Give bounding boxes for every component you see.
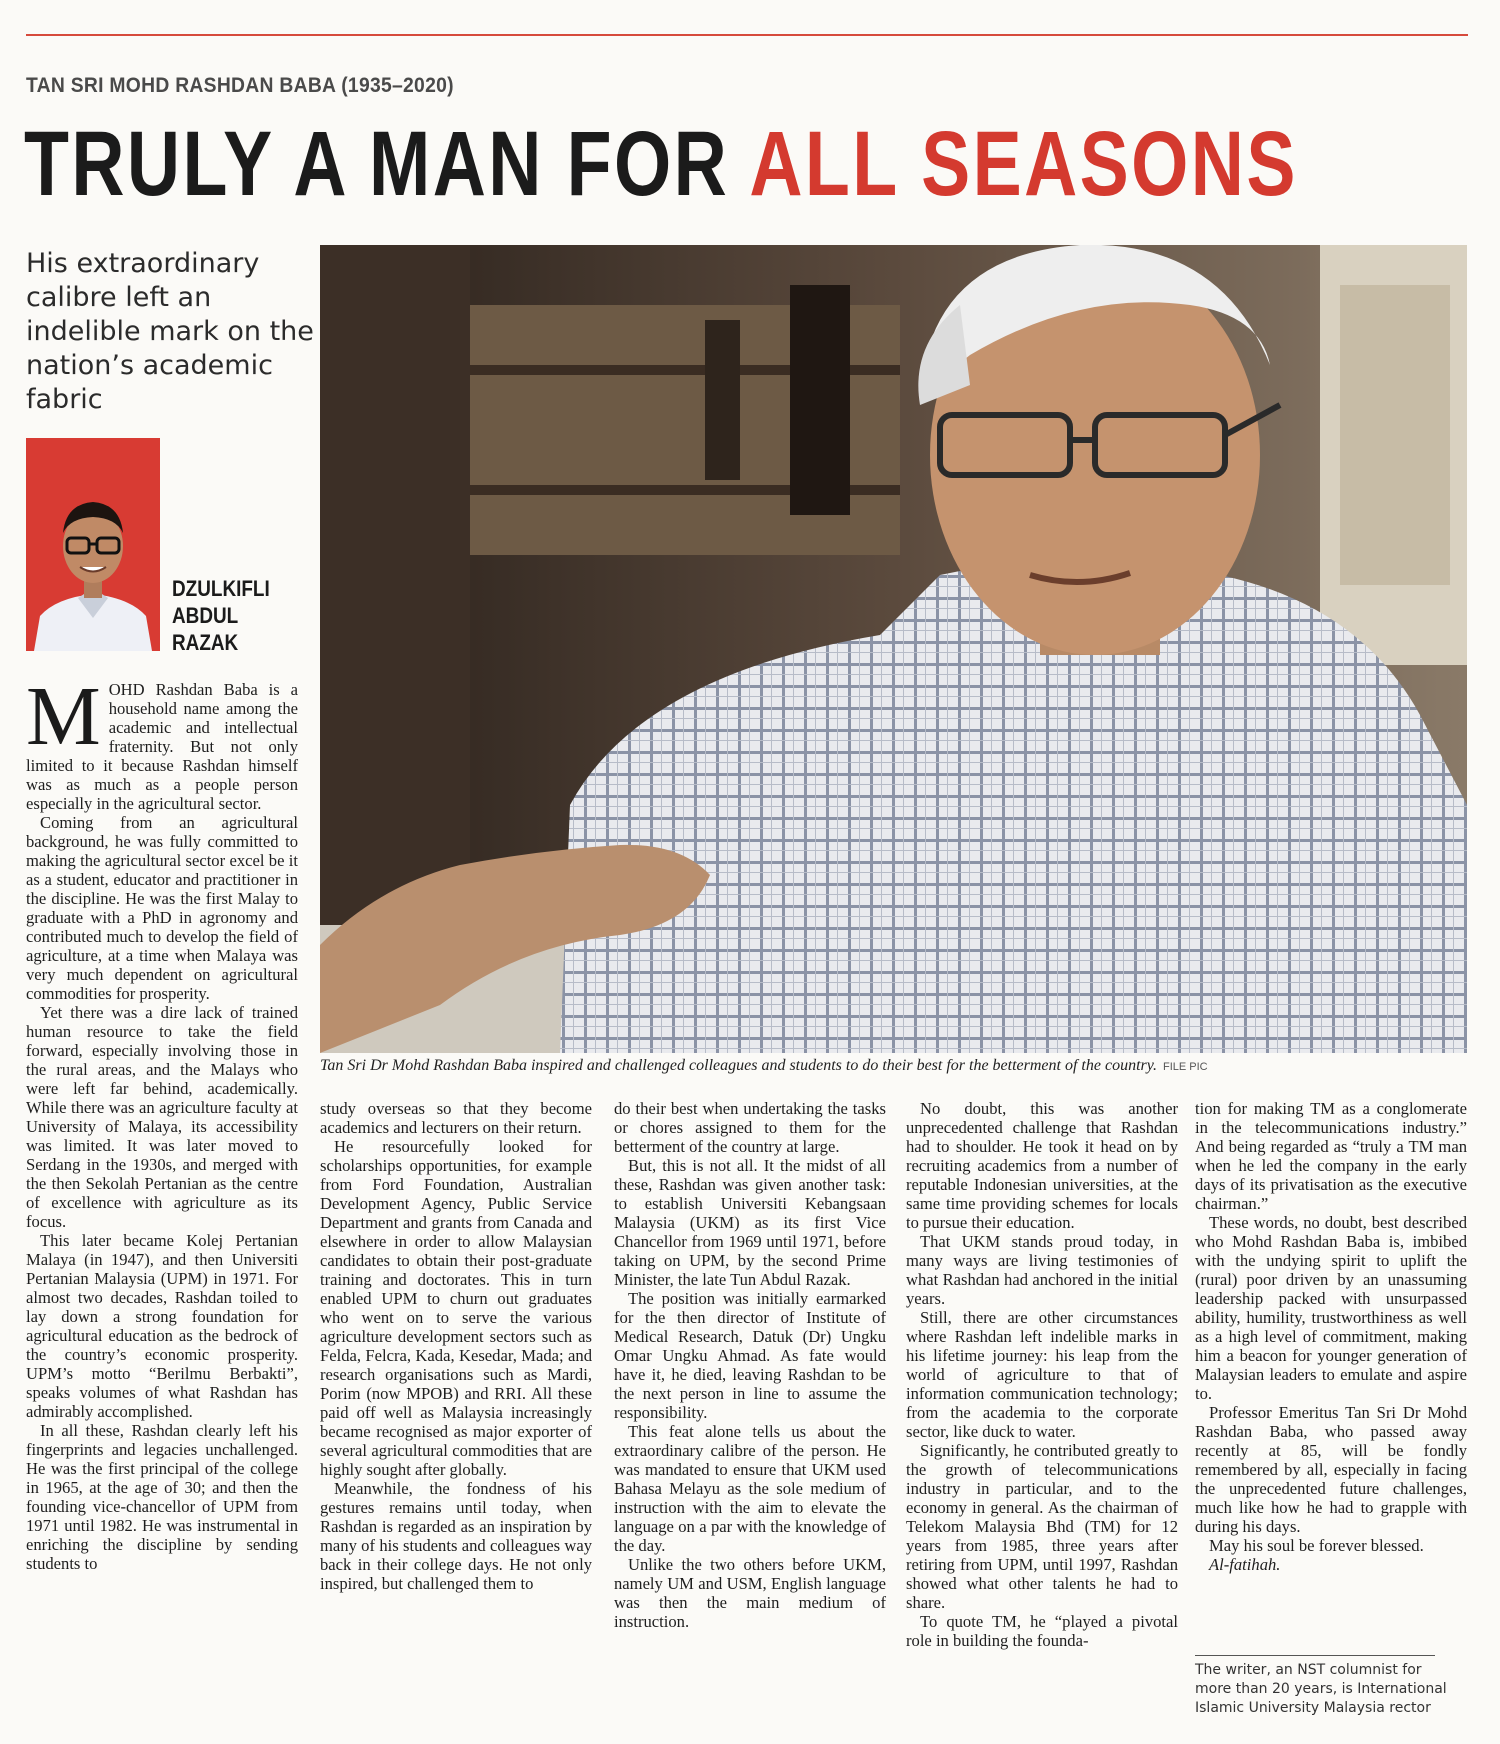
paragraph: Unlike the two others before UKM, namely UM and USM, English language was then the main medium of instruction. (614, 1555, 886, 1631)
drop-cap: M (26, 670, 101, 763)
photo-credit: FILE PIC (1162, 1061, 1208, 1073)
author-byline (172, 575, 270, 656)
standfirst: His extraordinary calibre left an indelible mark on the nation’s academic fabric (26, 248, 314, 415)
paragraph: This feat alone tells us about the extraordinary calibre of the person. He was mandated to ensure that UKM used Bahasa Melayu as the sole medium of instruction with the aim to elevate the language on a par with the knowledge of the day. (614, 1422, 886, 1555)
main-photo (320, 245, 1467, 1053)
photo-caption (320, 1056, 1467, 1076)
article-column-1 (26, 670, 298, 1573)
paragraph: Yet there was a dire lack of trained human resource to take the field forward, especially involving those in the rural areas, and the Malays who were left far behind, academically. While there was an agriculture faculty at University of Malaya, its accessibility was limited. It was later moved to Serdang in the 1930s, and merged with the then Sekolah Pertanian as the centre of excellence with agriculture as its focus. (26, 1003, 298, 1231)
paragraph: In all these, Rashdan clearly left his fingerprints and legacies unchallenged. He was the first principal of the college in 1965, at the age of 30; and then the founding vice-chancellor of UPM from 1971 until 1982. He was instrumental in enriching the discipline by sending students to (26, 1421, 298, 1573)
caption-text: Tan Sri Dr Mohd Rashdan Baba inspired and challenged colleagues and students to do their best for the betterment of the country. (320, 1057, 1157, 1074)
paragraph: Al-fatihah. (1209, 1555, 1281, 1574)
footnote-divider (1195, 1655, 1435, 1656)
paragraph: No doubt, this was another unprecedented challenge that Rashdan had to shoulder. He took it head on by recruiting academics from a number of reputable Indonesian universities, at the same time providing schemes for locals to pursue their education. (906, 1099, 1178, 1232)
headline-black: TRULY A MAN FOR (24, 113, 750, 215)
paragraph: This later became Kolej Pertanian Malaya (in 1947), and then Universiti Pertanian Malaysia (UPM) in 1971. For almost two decades, Rashdan toiled to lay down a strong foundation for agricultural education as the bedrock of the country’s economic prosperity. UPM’s motto “Berilmu Berbakti”, speaks volumes of what Rashdan has admirably accomplished. (26, 1231, 298, 1421)
author-footnote: The writer, an NST columnist for more than 20 years, is International Islamic University Malaysia rector (1195, 1662, 1447, 1716)
author-name-line3: RAZAK (172, 630, 239, 655)
article-column-4 (906, 1099, 1178, 1650)
paragraph: MOHD Rashdan Baba is a household name among the academic and intellectual fraternity. But not only limited to it because Rashdan himself was as much as a people person especially in the agricultural sector. (26, 670, 298, 813)
article-column-2 (320, 1099, 592, 1593)
article-column-3 (614, 1099, 886, 1631)
author-name-line1: DZULKIFLI (172, 576, 270, 601)
article-column-5 (1195, 1099, 1467, 1574)
author-name-line2: ABDUL (172, 603, 239, 628)
paragraph: study overseas so that they become academics and lecturers on their return. (320, 1099, 592, 1137)
headline-red: ALL SEASONS (749, 113, 1298, 215)
paragraph: But, this is not all. It the midst of all these, Rashdan was given another task: to establish Universiti Kebangsaan Malaysia (UKM) as its first Vice Chancellor from 1969 until 1971, before taking on UPM, by the second Prime Minister, the late Tun Abdul Razak. (614, 1156, 886, 1289)
top-rule (26, 34, 1468, 36)
paragraph: These words, no doubt, best described who Mohd Rashdan Baba is, imbibed with the undying spirit to uplift the (rural) poor driven by an unassuming leadership packed with unsurpassed ability, humility, trustworthiness as well as a high level of commitment, making him a beacon for younger generation of Malaysian leaders to emulate and aspire to. (1195, 1213, 1467, 1403)
paragraph: Meanwhile, the fondness of his gestures remains until today, when Rashdan is regarded as an inspiration by many of his students and colleagues way back in their college days. He not only inspired, but challenged them to (320, 1479, 592, 1593)
paragraph: That UKM stands proud today, in many ways are living testimonies of what Rashdan had anchored in the initial years. (906, 1232, 1178, 1308)
paragraph: Still, there are other circumstances where Rashdan left indelible marks in his lifetime journey: his leap from the world of agriculture to that of information communication technology; from the academia to the corporate sector, like duck to water. (906, 1308, 1178, 1441)
paragraph: Significantly, he contributed greatly to the growth of telecommunications industry in particular, and to the economy in general. As the chairman of Telekom Malaysia Bhd (TM) for 12 years from 1985, three years after retiring from UPM, until 1997, Rashdan showed what other talents he had to share. (906, 1441, 1178, 1612)
paragraph: To quote TM, he “played a pivotal role in building the founda- (906, 1612, 1178, 1650)
headline (24, 113, 1298, 215)
kicker: TAN SRI MOHD RASHDAN BABA (1935–2020) (26, 74, 454, 97)
paragraph: Coming from an agricultural background, he was fully committed to making the agricultural sector excel be it as a student, educator and practitioner in the discipline. He was the first Malay to graduate with a PhD in agronomy and contributed much to develop the field of agriculture, at a time when Malaya was very much dependent on agricultural commodities for prosperity. (26, 813, 298, 1003)
paragraph: tion for making TM as a conglomerate in the telecommunications industry.” And being regarded as “truly a TM man when he led the company in the early days of its privatisation as the executive chairman.” (1195, 1099, 1467, 1213)
paragraph: do their best when undertaking the tasks or chores assigned to them for the betterment of the country at large. (614, 1099, 886, 1156)
paragraph: The position was initially earmarked for the then director of Institute of Medical Research, Datuk (Dr) Ungku Omar Ungku Ahmad. As fate would have it, he died, leaving Rashdan to be the next person in line to assume the responsibility. (614, 1289, 886, 1422)
paragraph: He resourcefully looked for scholarships opportunities, for example from Ford Foundation, Australian Development Agency, Public Service Department and grants from Canada and elsewhere in order to allow Malaysian candidates to obtain their post-graduate training and doctorates. This in turn enabled UPM to churn out graduates who went on to serve the various agriculture development sectors such as Felda, Felcra, Kada, Kesedar, Mada; and research organisations such as Mardi, Porim (now MPOB) and RRI. All these paid off well as Malaysia increasingly became recognised as major exporter of several agricultural commodities that are highly sought after globally. (320, 1137, 592, 1479)
author-portrait (26, 438, 160, 651)
paragraph: May his soul be forever blessed. (1209, 1536, 1424, 1555)
paragraph: Professor Emeritus Tan Sri Dr Mohd Rashdan Baba, who passed away recently at 85, will be fondly remembered by all, especially in facing the unprecedented future challenges, much like how he had to grapple with during his days. (1195, 1403, 1467, 1536)
